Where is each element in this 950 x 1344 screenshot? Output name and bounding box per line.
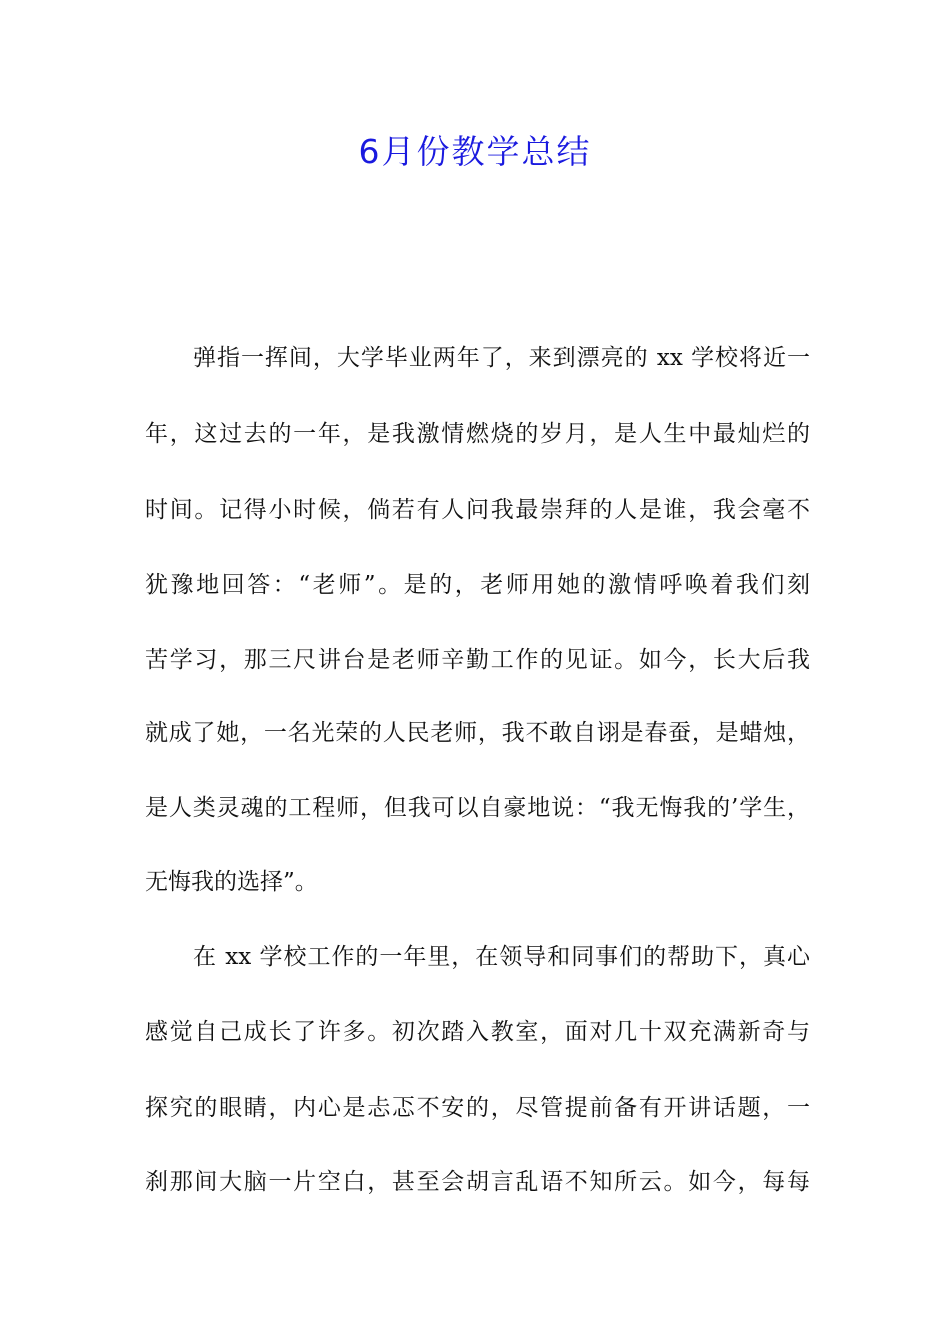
- text-line: 苦学习，那三尺讲台是老师辛勤工作的见证。如今，长大后我: [145, 647, 810, 673]
- document-title: 6月份教学总结: [358, 132, 592, 171]
- text-line: 年，这过去的一年，是我激情燃烧的岁月，是人生中最灿烂的: [145, 421, 810, 447]
- text-line: 探究的眼睛，内心是忐忑不安的，尽管提前备有开讲话题，一: [145, 1095, 810, 1121]
- text-line: 感觉自己成长了许多。初次踏入教室，面对几十双充满新奇与: [145, 1019, 810, 1045]
- text-line: 就成了她，一名光荣的人民老师，我不敢自诩是春蚕，是蜡烛，: [145, 720, 810, 746]
- text-line: 是人类灵魂的工程师，但我可以自豪地说：“我无悔我的’学生，: [145, 795, 810, 821]
- text-line: 在 xx 学校工作的一年里，在领导和同事们的帮助下，真心: [193, 944, 810, 970]
- text-line: 弹指一挥间，大学毕业两年了，来到漂亮的 xx 学校将近一: [193, 345, 810, 371]
- text-line: 无悔我的选择”。: [145, 869, 318, 895]
- text-line: 刹那间大脑一片空白，甚至会胡言乱语不知所云。如今，每每: [145, 1169, 810, 1195]
- text-line: 犹豫地回答：“老师”。是的，老师用她的激情呼唤着我们刻: [145, 572, 810, 598]
- text-line: 时间。记得小时候，倘若有人问我最崇拜的人是谁，我会毫不: [145, 497, 810, 523]
